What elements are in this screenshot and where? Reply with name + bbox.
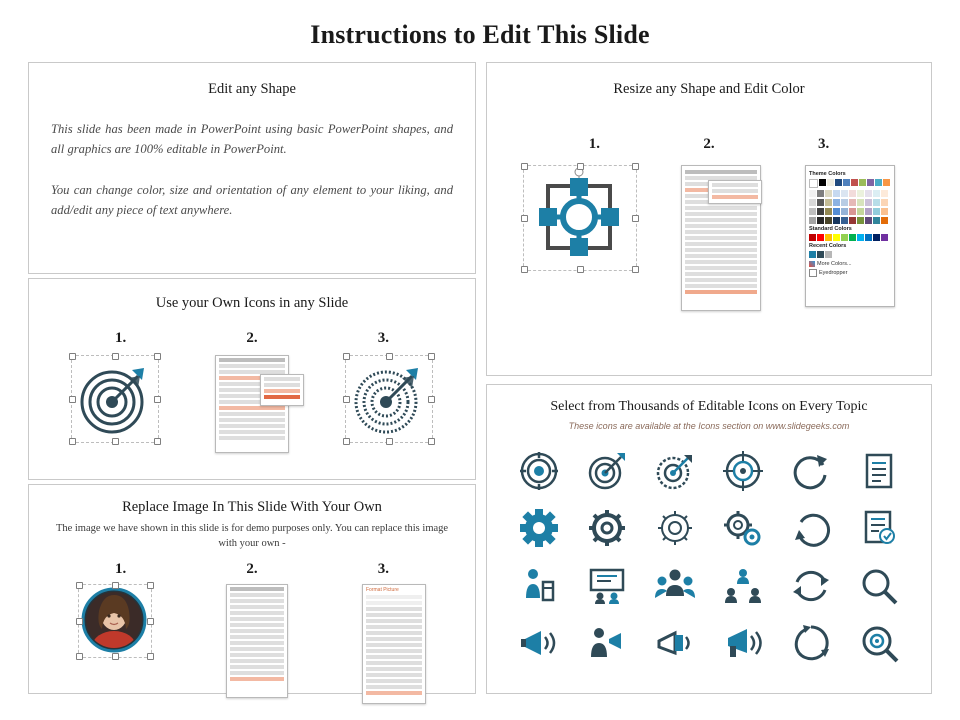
target-arrow-icon xyxy=(655,451,695,491)
figure-target-icon-selected xyxy=(71,355,159,443)
icon-cell[interactable] xyxy=(573,558,641,614)
figure-portrait-image-selected xyxy=(78,584,152,658)
icon-cell[interactable] xyxy=(641,501,709,557)
replace-image-note: The image we have shown in this slide is for demo purposes only. You can replace this image with your own - xyxy=(55,523,449,549)
step-number: 2. xyxy=(246,561,258,578)
target-circle-icon xyxy=(519,451,559,491)
standard-colors-label: Standard Colors xyxy=(809,226,852,232)
panel-icons-library xyxy=(486,384,932,694)
icon-cell[interactable] xyxy=(573,616,641,672)
target-icon-dotted xyxy=(346,356,430,440)
panel-resize-shape xyxy=(486,62,932,376)
panel-icons-library-title: Select from Thousands of Editable Icons on Every Topic xyxy=(550,399,868,414)
icon-cell[interactable] xyxy=(709,616,777,672)
icon-cell[interactable] xyxy=(573,443,641,499)
icon-cell[interactable] xyxy=(777,443,845,499)
replace-image-figures xyxy=(29,584,475,704)
icon-cell[interactable] xyxy=(845,558,913,614)
gears-double-icon xyxy=(723,508,763,548)
figure-target-icon-edited xyxy=(345,355,433,443)
icon-cell[interactable] xyxy=(709,501,777,557)
figure-theme-colors-picker xyxy=(805,165,895,307)
target-icon xyxy=(72,356,156,440)
gear-thin-icon xyxy=(655,508,695,548)
icon-cell[interactable] xyxy=(641,443,709,499)
step-number: 3. xyxy=(377,330,389,346)
own-icons-figures xyxy=(29,355,475,453)
reload-arrow-icon xyxy=(791,508,831,548)
icon-cell[interactable] xyxy=(641,558,709,614)
step-number: 1. xyxy=(115,330,127,346)
loudspeaker-icon xyxy=(723,623,763,663)
panel-icons-library-subtitle: These icons are available at the Icons section on www.slidegeeks.com xyxy=(568,421,850,431)
edit-shape-paragraph-2: You can change color, size and orientation of any element to your liking, and add/edit any piece of text anywhere. xyxy=(51,183,453,217)
icon-cell[interactable] xyxy=(777,558,845,614)
theme-colors-label: Theme Colors xyxy=(809,171,846,177)
eyedropper-icon xyxy=(809,269,817,277)
search-target-icon xyxy=(859,623,899,663)
sync-arrows-icon xyxy=(791,566,831,606)
gear-solid-icon xyxy=(519,508,559,548)
icon-cell[interactable] xyxy=(777,616,845,672)
icon-cell[interactable] xyxy=(573,501,641,557)
person-podium-icon xyxy=(519,566,559,606)
panel-edit-shape-body xyxy=(29,120,475,220)
edit-shape-paragraph-1: This slide has been made in PowerPoint using basic PowerPoint shapes, and all graphics are 100% editable in PowerPoint. xyxy=(51,122,453,156)
icon-cell[interactable] xyxy=(845,443,913,499)
step-number: 3. xyxy=(377,561,389,578)
more-colors-icon xyxy=(809,261,815,267)
presentation-people-icon xyxy=(587,566,627,606)
icon-cell[interactable] xyxy=(505,443,573,499)
group-people-icon xyxy=(655,566,695,606)
gear-outline-icon xyxy=(587,508,627,548)
panel-replace-image xyxy=(28,484,476,694)
panel-own-icons xyxy=(28,278,476,480)
own-icons-steps xyxy=(29,330,475,347)
icon-cell[interactable] xyxy=(845,616,913,672)
more-colors-label[interactable]: More Colors... xyxy=(817,261,852,267)
replace-image-steps xyxy=(29,561,475,578)
panel-edit-shape-title: Edit any Shape xyxy=(208,81,296,97)
bullhorn-icon xyxy=(655,623,695,663)
eyedropper-label[interactable]: Eyedropper xyxy=(819,270,848,276)
figure-right-click-menu xyxy=(681,165,761,311)
icon-cell[interactable] xyxy=(777,501,845,557)
figure-right-click-menu xyxy=(215,355,289,453)
panel-own-icons-title: Use your Own Icons in any Slide xyxy=(155,295,349,311)
figure-shape-with-handles xyxy=(523,165,637,271)
step-number: 1. xyxy=(115,561,127,578)
icon-cell[interactable] xyxy=(641,616,709,672)
icon-cell[interactable] xyxy=(845,501,913,557)
resize-shape-steps xyxy=(487,136,931,153)
checklist-document-icon xyxy=(859,508,899,548)
crosshair-icon xyxy=(723,451,763,491)
step-number: 2. xyxy=(703,136,715,152)
icon-cell[interactable] xyxy=(505,616,573,672)
target-dart-icon xyxy=(587,451,627,491)
panel-replace-image-title: Replace Image In This Slide With Your Own xyxy=(122,499,382,515)
document-list-icon xyxy=(859,451,899,491)
icon-cell[interactable] xyxy=(709,558,777,614)
recent-colors-label: Recent Colors xyxy=(809,243,847,249)
step-number: 1. xyxy=(588,136,600,152)
panel-resize-shape-title: Resize any Shape and Edit Color xyxy=(613,81,805,97)
magnifier-icon xyxy=(859,566,899,606)
step-number: 2. xyxy=(246,330,258,346)
recycle-arrows-icon xyxy=(791,623,831,663)
resize-shape-figures xyxy=(487,165,931,311)
icon-cell[interactable] xyxy=(505,558,573,614)
figure-format-picture-pane: Format Picture xyxy=(362,584,426,704)
panel-edit-shape xyxy=(28,62,476,274)
figure-right-click-menu xyxy=(226,584,288,698)
team-hierarchy-icon xyxy=(723,566,763,606)
step-number: 3. xyxy=(818,136,830,152)
page-title: Instructions to Edit This Slide xyxy=(310,20,650,49)
icon-cell[interactable] xyxy=(505,501,573,557)
person-speaking-icon xyxy=(587,623,627,663)
editable-shape-icon xyxy=(524,166,634,268)
refresh-arrow-icon xyxy=(791,451,831,491)
portrait-photo xyxy=(79,585,149,655)
megaphone-icon xyxy=(519,623,559,663)
icon-grid xyxy=(487,443,931,671)
icon-cell[interactable] xyxy=(709,443,777,499)
